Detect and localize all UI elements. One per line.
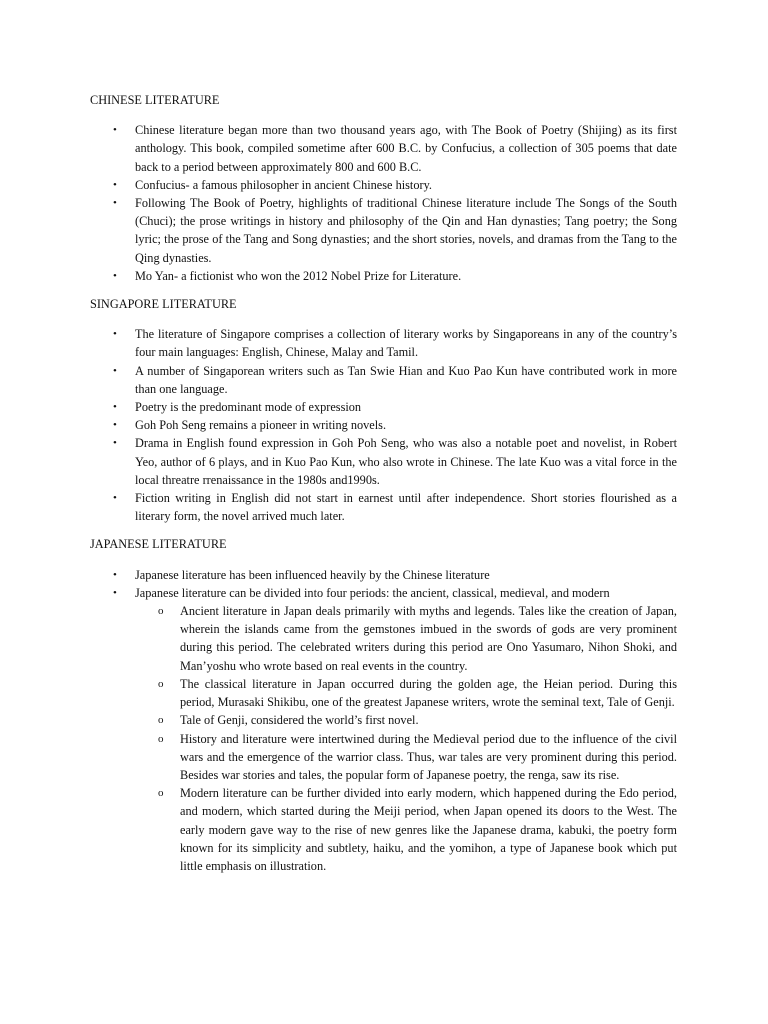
- sub-list-item: [135, 730, 677, 785]
- list-item: [90, 325, 677, 361]
- bullet-icon: •: [113, 437, 117, 450]
- document-page: [90, 91, 677, 885]
- list-item-text: Chinese literature began more than two thousand years ago, with The Book of Poetry (Shijing) as its first anthology. This book, compiled sometime after 600 B.C. by Confucius, a collection of 305 poems that date back to a period between approximately 800 and 600 B.C.: [135, 123, 677, 174]
- section-heading: CHINESE LITERATURE: [90, 93, 220, 107]
- sub-list-item: [135, 711, 677, 729]
- list-item: [90, 121, 677, 176]
- bullet-list: [90, 121, 677, 285]
- circle-bullet-icon: o: [158, 787, 164, 800]
- list-item-text: Poetry is the predominant mode of expression: [135, 400, 362, 415]
- list-item-text: Japanese literature has been influenced heavily by the Chinese literature: [135, 567, 490, 582]
- circle-bullet-icon: o: [158, 605, 164, 618]
- bullet-icon: •: [113, 401, 117, 414]
- bullet-list: [90, 325, 677, 525]
- bullet-icon: •: [113, 364, 117, 377]
- sub-list-item-text: Tale of Genji, considered the world’s first novel.: [180, 713, 419, 728]
- list-item: [90, 584, 677, 875]
- circle-bullet-icon: o: [158, 732, 164, 745]
- sub-bullet-list: [135, 602, 677, 875]
- sub-list-item-text: History and literature were intertwined during the Medieval period due to the influence of the civil wars and the emergence of the warrior class. Thus, war tales are very prominent during this period. Besides war stories and tales, the popular form of Japanese poetry, the renga, saw its rise.: [180, 731, 677, 782]
- bullet-icon: •: [113, 419, 117, 432]
- sub-list-item-text: The classical literature in Japan occurred during the golden age, the Heian period. During this period, Murasaki Shikibu, one of the greatest Japanese writers, wrote the seminal text, Tale of Genji.: [180, 676, 677, 710]
- list-item: [90, 489, 677, 525]
- list-item: [90, 566, 677, 584]
- sub-list-item-text: Ancient literature in Japan deals primarily with myths and legends. Tales like the creation of Japan, wherein the islands came from the gemstones imbued in the swords of gods are very prominent during this period. The celebrated writers during this period are Ono Yasumaro, Nihon Shoki, and Man’yoshu who wrote based on real events in the country.: [180, 604, 677, 673]
- bullet-icon: •: [113, 586, 117, 599]
- bullet-icon: •: [113, 124, 117, 137]
- bullet-icon: •: [113, 269, 117, 282]
- list-item-text: The literature of Singapore comprises a collection of literary works by Singaporeans in any of the country’s four main languages: English, Chinese, Malay and Tamil.: [135, 327, 677, 360]
- list-item-text: Japanese literature can be divided into four periods: the ancient, classical, medieval, and modern: [135, 585, 610, 600]
- list-item-text: Mo Yan- a fictionist who won the 2012 Nobel Prize for Literature.: [135, 268, 462, 283]
- bullet-icon: •: [113, 568, 117, 581]
- list-item: [90, 176, 677, 194]
- section-heading: SINGAPORE LITERATURE: [90, 297, 237, 312]
- list-item-text: Fiction writing in English did not start in earnest until after independence. Short stories flourished as a literary form, the novel arrived much later.: [135, 491, 677, 524]
- list-item-text: Goh Poh Seng remains a pioneer in writing novels.: [135, 418, 387, 433]
- list-item-text: A number of Singaporean writers such as Tan Swie Hian and Kuo Pao Kun have contributed work in more than one language.: [135, 363, 677, 396]
- list-item: [90, 398, 677, 416]
- bullet-icon: •: [113, 178, 117, 191]
- bullet-icon: •: [113, 328, 117, 341]
- list-item: [90, 434, 677, 489]
- bullet-icon: •: [113, 197, 117, 210]
- section-japanese-literature: [90, 535, 677, 875]
- list-item-text: Drama in English found expression in Goh Poh Seng, who was also a notable poet and novelist, in Robert Yeo, author of 6 plays, and in Kuo Pao Kun, who also wrote in Chinese. The late Kuo was a vital force in the local threatre rrenaissance in the 1980s and1990s.: [135, 436, 677, 487]
- sub-list-item: [135, 675, 677, 711]
- list-item: [90, 362, 677, 398]
- list-item: [90, 194, 677, 267]
- circle-bullet-icon: o: [158, 714, 164, 727]
- section-singapore-literature: [90, 295, 677, 525]
- list-item-text: Confucius- a famous philosopher in ancient Chinese history.: [135, 177, 433, 192]
- bullet-icon: •: [113, 492, 117, 505]
- section-chinese-literature: [90, 91, 677, 285]
- list-item: [90, 267, 677, 285]
- circle-bullet-icon: o: [158, 677, 164, 690]
- list-item-text: Following The Book of Poetry, highlights of traditional Chinese literature include The Songs of the South (Chuci); the prose writings in history and philosophy of the Qin and Han dynasties; Tang poetry; the Song lyric; the prose of the Tang and Song dynasties; and the short stories, novels, and dramas from the Tang to the Qing dynasties.: [135, 196, 677, 265]
- bullet-list: [90, 566, 677, 875]
- sub-list-item: [135, 602, 677, 675]
- list-item: [90, 416, 677, 434]
- sub-list-item-text: Modern literature can be further divided into early modern, which happened during the Edo period, and modern, which started during the Meiji period, when Japan opened its doors to the West. The early modern gave way to the rise of new genres like the Japanese drama, kabuki, the poetry form known for its simplicity and subtlety, haiku, and the yomihon, a type of Japanese book which put little emphasis on illustration.: [180, 786, 677, 873]
- sub-list-item: [135, 784, 677, 875]
- section-heading: JAPANESE LITERATURE: [90, 537, 227, 552]
